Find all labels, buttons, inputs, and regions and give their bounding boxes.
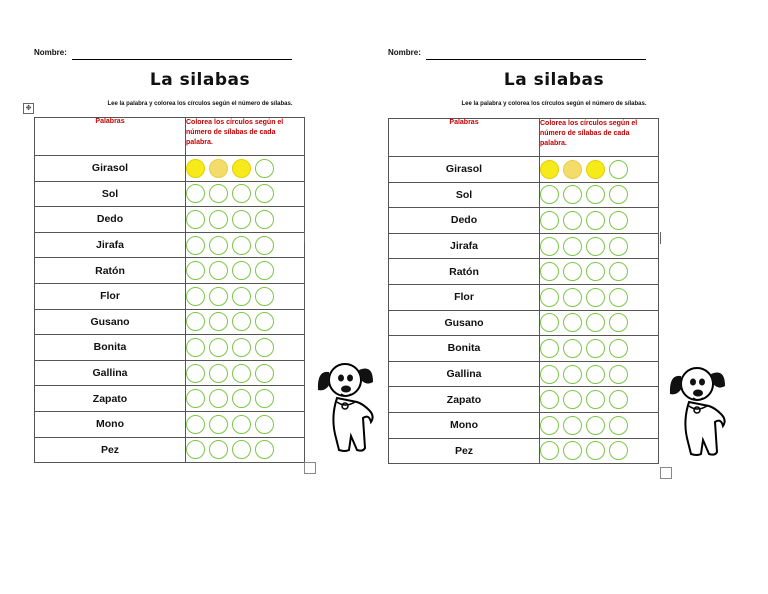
syllable-circle[interactable]: [540, 211, 559, 230]
syllable-circle[interactable]: [609, 237, 628, 256]
syllable-circle[interactable]: [232, 287, 251, 306]
syllable-circle[interactable]: [209, 287, 228, 306]
word-cell: Gallina: [389, 361, 540, 387]
syllable-circle[interactable]: [255, 440, 274, 459]
table-row: [35, 335, 305, 361]
worksheet-title: La silabas: [149, 70, 251, 90]
word-cell: Pez: [35, 437, 186, 463]
word-cell: Flor: [35, 283, 186, 309]
word-cell: Flor: [389, 284, 540, 310]
syllable-circle[interactable]: [255, 415, 274, 434]
syllable-circle[interactable]: [209, 210, 228, 229]
syllable-circle[interactable]: [540, 313, 559, 332]
syllable-circle[interactable]: [586, 416, 605, 435]
syllable-circle[interactable]: [563, 160, 582, 179]
syllable-circle[interactable]: [255, 389, 274, 408]
syllable-circle[interactable]: [255, 364, 274, 383]
word-cell: Ratón: [35, 258, 186, 284]
syllable-table: [34, 117, 305, 463]
resize-handle-icon[interactable]: [304, 462, 316, 474]
circles-cell: [540, 310, 659, 336]
header-palabras: Palabras: [389, 119, 540, 157]
table-row: [389, 438, 659, 464]
syllable-circle[interactable]: [232, 389, 251, 408]
header-colorea: Colorea los círculos según el número de sílabas de cada palabra.: [186, 118, 305, 156]
word-cell: Pez: [389, 438, 540, 464]
syllable-circle[interactable]: [563, 339, 582, 358]
syllable-circle[interactable]: [186, 364, 205, 383]
circles-cell: [540, 208, 659, 234]
circles-cell: [540, 284, 659, 310]
word-cell: Gusano: [389, 310, 540, 336]
syllable-circle[interactable]: [232, 364, 251, 383]
syllable-circle[interactable]: [586, 441, 605, 460]
syllable-circle[interactable]: [255, 236, 274, 255]
worksheet-title: La silabas: [503, 70, 605, 90]
syllable-circle[interactable]: [609, 262, 628, 281]
syllable-circle[interactable]: [255, 210, 274, 229]
table-body: [35, 156, 305, 463]
syllable-circle[interactable]: [209, 415, 228, 434]
word-cell: Dedo: [35, 207, 186, 233]
syllable-circle[interactable]: [186, 338, 205, 357]
syllable-circle[interactable]: [540, 160, 559, 179]
word-cell: Ratón: [389, 259, 540, 285]
syllable-circle[interactable]: [209, 261, 228, 280]
syllable-circle[interactable]: [232, 261, 251, 280]
circles-cell: [540, 157, 659, 183]
syllable-circle[interactable]: [609, 339, 628, 358]
syllable-circle[interactable]: [586, 160, 605, 179]
syllable-circle[interactable]: [232, 440, 251, 459]
syllable-circle[interactable]: [609, 365, 628, 384]
syllable-circle[interactable]: [209, 440, 228, 459]
word-cell: Gallina: [35, 360, 186, 386]
syllable-circle[interactable]: [186, 236, 205, 255]
table-row: [35, 258, 305, 284]
table-row: [389, 182, 659, 208]
word-cell: Jirafa: [389, 233, 540, 259]
name-line[interactable]: [426, 59, 646, 60]
syllable-circle[interactable]: [609, 288, 628, 307]
syllable-circle[interactable]: [540, 237, 559, 256]
syllable-circle[interactable]: [209, 184, 228, 203]
word-cell: Sol: [35, 181, 186, 207]
circles-cell: [186, 411, 305, 437]
syllable-circle[interactable]: [232, 312, 251, 331]
circles-cell: [186, 309, 305, 335]
word-cell: Bonita: [389, 336, 540, 362]
word-cell: Jirafa: [35, 232, 186, 258]
syllable-circle[interactable]: [563, 390, 582, 409]
syllable-circle[interactable]: [540, 390, 559, 409]
table-row: [35, 437, 305, 463]
syllable-circle[interactable]: [609, 160, 628, 179]
word-cell: Mono: [35, 411, 186, 437]
circles-cell: [540, 233, 659, 259]
syllable-circle[interactable]: [540, 441, 559, 460]
circles-cell: [540, 336, 659, 362]
column-resize-marker[interactable]: [660, 232, 661, 244]
syllable-circle[interactable]: [186, 261, 205, 280]
syllable-circle[interactable]: [563, 262, 582, 281]
syllable-circle[interactable]: [209, 236, 228, 255]
syllable-circle[interactable]: [255, 261, 274, 280]
syllable-circle[interactable]: [563, 237, 582, 256]
circles-cell: [186, 156, 305, 182]
syllable-circle[interactable]: [255, 312, 274, 331]
worksheet-left: [25, 0, 370, 594]
circles-cell: [186, 258, 305, 284]
syllable-circle[interactable]: [609, 211, 628, 230]
syllable-circle[interactable]: [255, 159, 274, 178]
syllable-circle[interactable]: [540, 416, 559, 435]
circles-cell: [186, 232, 305, 258]
circles-cell: [540, 438, 659, 464]
syllable-circle[interactable]: [586, 339, 605, 358]
syllable-circle[interactable]: [563, 416, 582, 435]
syllable-circle[interactable]: [609, 416, 628, 435]
syllable-circle[interactable]: [563, 441, 582, 460]
table-row: [35, 232, 305, 258]
circles-cell: [186, 335, 305, 361]
syllable-circle[interactable]: [186, 287, 205, 306]
word-cell: Zapato: [389, 387, 540, 413]
header-colorea: Colorea los círculos según el número de sílabas de cada palabra.: [540, 119, 659, 157]
syllable-circle[interactable]: [540, 288, 559, 307]
syllable-circle[interactable]: [586, 365, 605, 384]
syllable-circle[interactable]: [586, 237, 605, 256]
table-row: [389, 387, 659, 413]
circles-cell: [186, 437, 305, 463]
move-handle-icon[interactable]: ✥: [23, 103, 34, 114]
table-row: [389, 259, 659, 285]
syllable-circle[interactable]: [209, 159, 228, 178]
syllable-circle[interactable]: [563, 313, 582, 332]
header-palabras: Palabras: [35, 118, 186, 156]
name-line[interactable]: [72, 59, 292, 60]
table-row: [35, 156, 305, 182]
circles-cell: [186, 283, 305, 309]
syllable-circle[interactable]: [186, 440, 205, 459]
syllable-circle[interactable]: [540, 262, 559, 281]
table-row: [389, 284, 659, 310]
puppy-illustration: [315, 356, 377, 460]
circles-cell: [540, 259, 659, 285]
syllable-circle[interactable]: [232, 338, 251, 357]
syllable-circle[interactable]: [186, 389, 205, 408]
syllable-circle[interactable]: [232, 210, 251, 229]
puppy-illustration: [667, 360, 729, 464]
name-label: Nombre:: [34, 48, 67, 57]
table-row: [389, 310, 659, 336]
syllable-circle[interactable]: [609, 441, 628, 460]
circles-cell: [540, 182, 659, 208]
column-resize-marker[interactable]: [304, 231, 305, 243]
syllable-circle[interactable]: [540, 339, 559, 358]
word-cell: Mono: [389, 412, 540, 438]
table-body: [389, 157, 659, 464]
name-label: Nombre:: [388, 48, 421, 57]
instruction-text: Lee la palabra y colorea los círculos según el número de sílabas.: [461, 101, 647, 107]
table-row: [35, 207, 305, 233]
circles-cell: [186, 386, 305, 412]
syllable-circle[interactable]: [563, 288, 582, 307]
word-cell: Sol: [389, 182, 540, 208]
syllable-circle[interactable]: [586, 262, 605, 281]
syllable-circle[interactable]: [609, 390, 628, 409]
circles-cell: [186, 360, 305, 386]
syllable-circle[interactable]: [232, 236, 251, 255]
circles-cell: [540, 387, 659, 413]
syllable-circle[interactable]: [586, 390, 605, 409]
syllable-circle[interactable]: [586, 288, 605, 307]
syllable-circle[interactable]: [255, 287, 274, 306]
table-row: [389, 208, 659, 234]
syllable-circle[interactable]: [186, 184, 205, 203]
syllable-circle[interactable]: [186, 159, 205, 178]
syllable-circle[interactable]: [232, 184, 251, 203]
table-row: [389, 157, 659, 183]
circles-cell: [540, 361, 659, 387]
word-cell: Dedo: [389, 208, 540, 234]
syllable-circle[interactable]: [209, 389, 228, 408]
table-row: [35, 283, 305, 309]
syllable-circle[interactable]: [232, 159, 251, 178]
table-row: [35, 411, 305, 437]
syllable-circle[interactable]: [255, 338, 274, 357]
syllable-circle[interactable]: [186, 312, 205, 331]
syllable-circle[interactable]: [586, 211, 605, 230]
word-cell: Zapato: [35, 386, 186, 412]
syllable-circle[interactable]: [255, 184, 274, 203]
syllable-circle[interactable]: [209, 338, 228, 357]
table-row: [389, 336, 659, 362]
syllable-circle[interactable]: [540, 185, 559, 204]
syllable-circle[interactable]: [563, 365, 582, 384]
syllable-circle[interactable]: [540, 365, 559, 384]
circles-cell: [186, 181, 305, 207]
syllable-circle[interactable]: [209, 364, 228, 383]
syllable-circle[interactable]: [609, 313, 628, 332]
circles-cell: [540, 412, 659, 438]
syllable-circle[interactable]: [586, 185, 605, 204]
table-row: [35, 309, 305, 335]
word-cell: Bonita: [35, 335, 186, 361]
word-cell: Girasol: [35, 156, 186, 182]
syllable-circle[interactable]: [563, 211, 582, 230]
table-row: [389, 233, 659, 259]
syllable-circle[interactable]: [609, 185, 628, 204]
resize-handle-icon[interactable]: [660, 467, 672, 479]
table-row: [389, 412, 659, 438]
worksheet-right: [384, 0, 724, 594]
table-row: [35, 360, 305, 386]
syllable-circle[interactable]: [563, 185, 582, 204]
table-row: [389, 361, 659, 387]
syllable-circle[interactable]: [186, 415, 205, 434]
word-cell: Gusano: [35, 309, 186, 335]
word-cell: Girasol: [389, 157, 540, 183]
syllable-circle[interactable]: [586, 313, 605, 332]
syllable-circle[interactable]: [232, 415, 251, 434]
syllable-table: [388, 118, 659, 464]
circles-cell: [186, 207, 305, 233]
syllable-circle[interactable]: [209, 312, 228, 331]
instruction-text: Lee la palabra y colorea los círculos según el número de sílabas.: [107, 101, 293, 107]
table-row: [35, 181, 305, 207]
syllable-circle[interactable]: [186, 210, 205, 229]
table-row: [35, 386, 305, 412]
